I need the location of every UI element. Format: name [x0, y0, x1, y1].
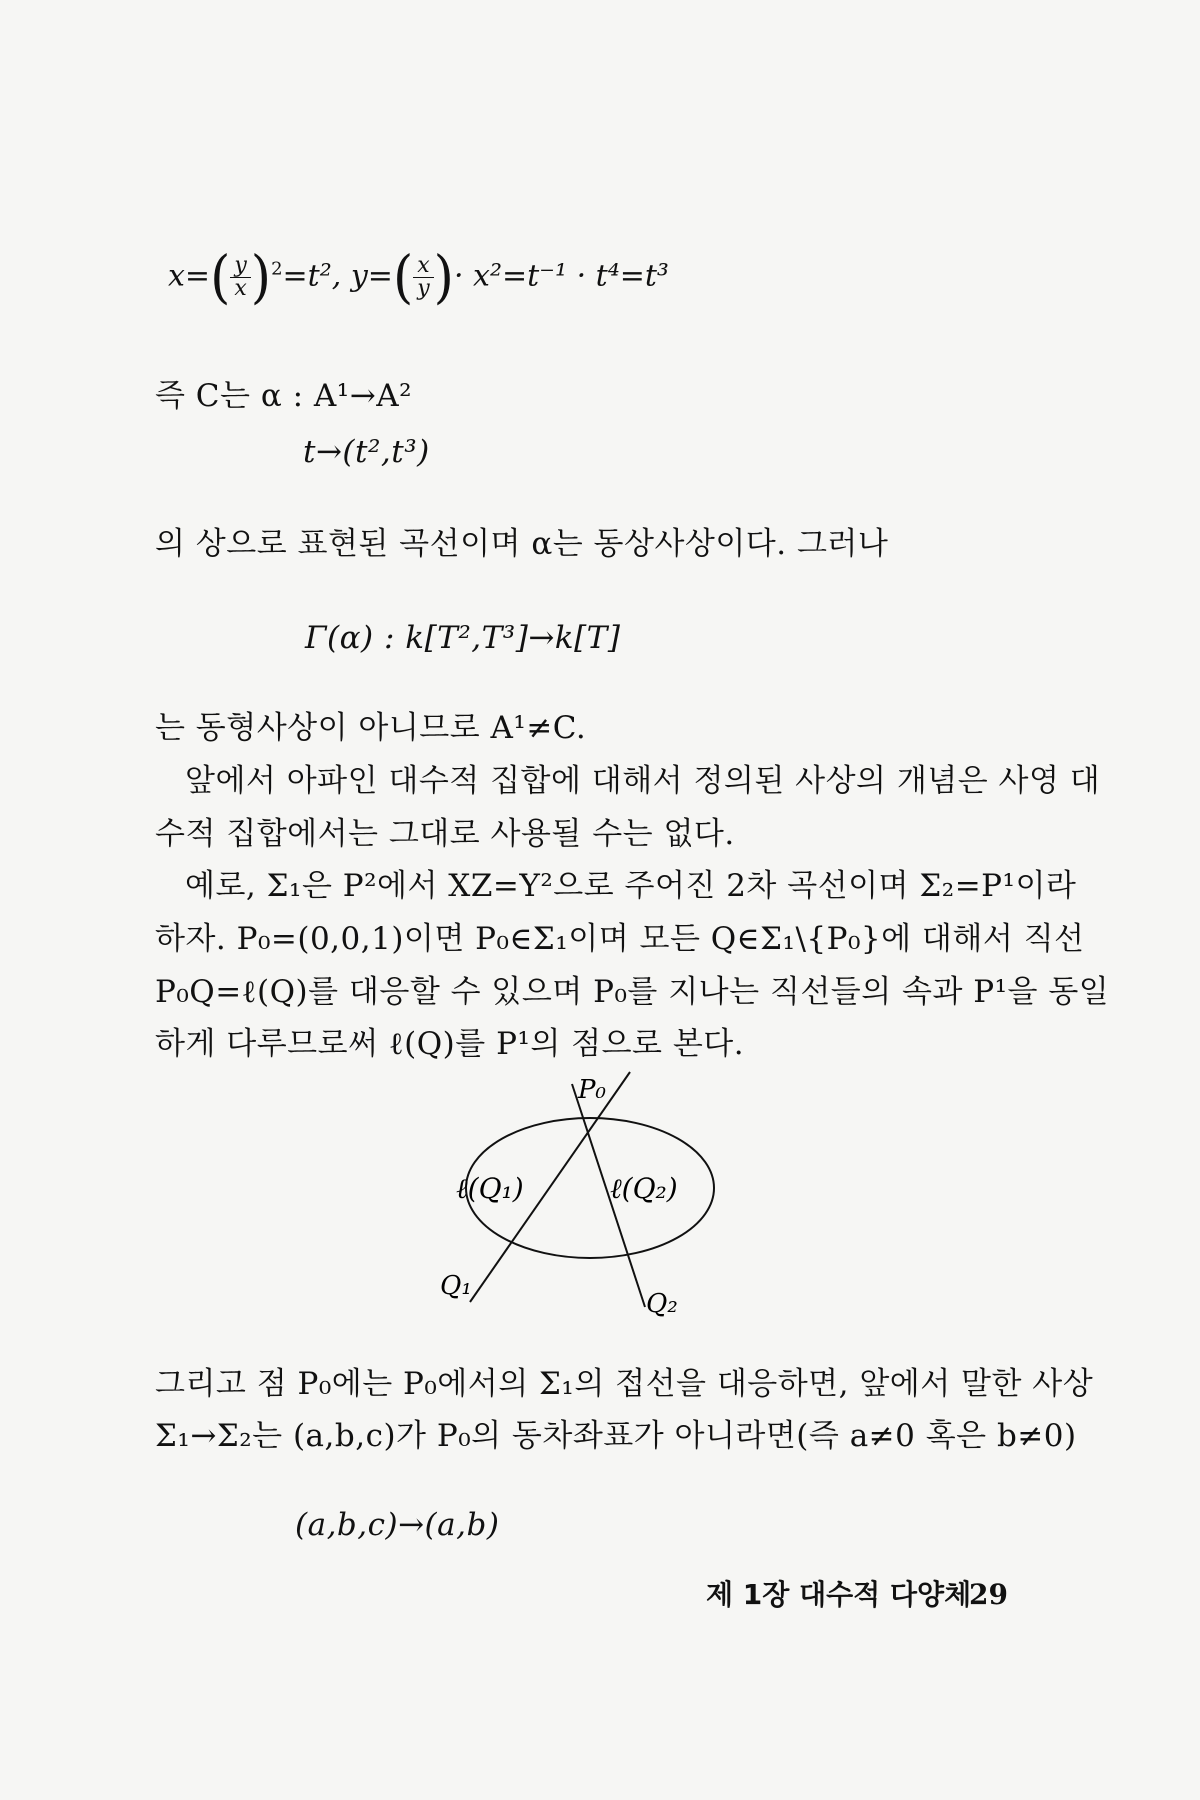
text-line: 즉 C는 α : A¹→A²: [155, 378, 413, 414]
text-line: 앞에서 아파인 대수적 집합에 대해서 정의된 사상의 개념은 사영 대: [185, 763, 1101, 799]
fraction: [230, 255, 250, 300]
paren: ): [433, 244, 454, 311]
text-line: (a,b,c)→(a,b): [295, 1507, 500, 1543]
eq-part: =t², y=: [282, 258, 393, 294]
paren: (: [210, 244, 231, 311]
text-line: Σ₁→Σ₂는 (a,b,c)가 P₀의 동차좌표가 아니라면(즉 a≠0 혹은 b≠0): [155, 1418, 1077, 1454]
frac-den: y: [417, 276, 430, 301]
text-line: P₀Q=ℓ(Q)를 대응할 수 있으며 P₀를 지나는 직선들의 속과 P¹을 동일: [155, 974, 1110, 1010]
text-line: 의 상으로 표현된 곡선이며 α는 동상사상이다. 그러나: [155, 526, 889, 562]
equation-xy: x=( $\frac{y}{x}$ )$^2$=t², y=( $\frac{x}{y}$ )· x²=t⁻¹ · t⁴=t³: [168, 244, 669, 311]
text-line: 하게 다루므로써 ℓ(Q)를 P¹의 점으로 본다.: [155, 1026, 745, 1062]
page-number: 29: [969, 1578, 1008, 1611]
conic-figure: [440, 1062, 740, 1322]
fraction: [413, 255, 433, 300]
paren: ): [250, 244, 272, 311]
eq-part: · x²=t⁻¹ · t⁴=t³: [453, 258, 669, 294]
lq1-label: ℓ(Q₁): [456, 1172, 524, 1205]
frac-den: x: [234, 276, 247, 301]
text-line: t→(t²,t³): [303, 434, 430, 470]
paren: (: [392, 244, 414, 311]
frac-num: x: [413, 255, 433, 278]
text-line: 예로, Σ₁은 P²에서 XZ=Y²으로 주어진 2차 곡선이며 Σ₂=P¹이라: [185, 868, 1077, 904]
text-line: 수적 집합에서는 그대로 사용될 수는 없다.: [155, 816, 735, 852]
text-line: Γ(α) : k[T²,T³]→k[T]: [305, 620, 621, 656]
text-line: 그리고 점 P₀에는 P₀에서의 Σ₁의 접선을 대응하면, 앞에서 말한 사상: [155, 1366, 1094, 1402]
lq2-label: ℓ(Q₂): [610, 1172, 678, 1205]
q1-label: Q₁: [440, 1271, 472, 1301]
frac-num: y: [230, 255, 250, 278]
p0-label: P₀: [578, 1075, 606, 1105]
eq-part: x=: [168, 258, 211, 294]
chapter-title: 제 1장 대수적 다양체: [706, 1578, 972, 1611]
text-line: 는 동형사상이 아니므로 A¹≠C.: [155, 710, 587, 746]
q2-label: Q₂: [646, 1289, 678, 1319]
text-line: 하자. P₀=(0,0,1)이면 P₀∈Σ₁이며 모든 Q∈Σ₁\{P₀}에 대해서 직선: [155, 921, 1085, 957]
